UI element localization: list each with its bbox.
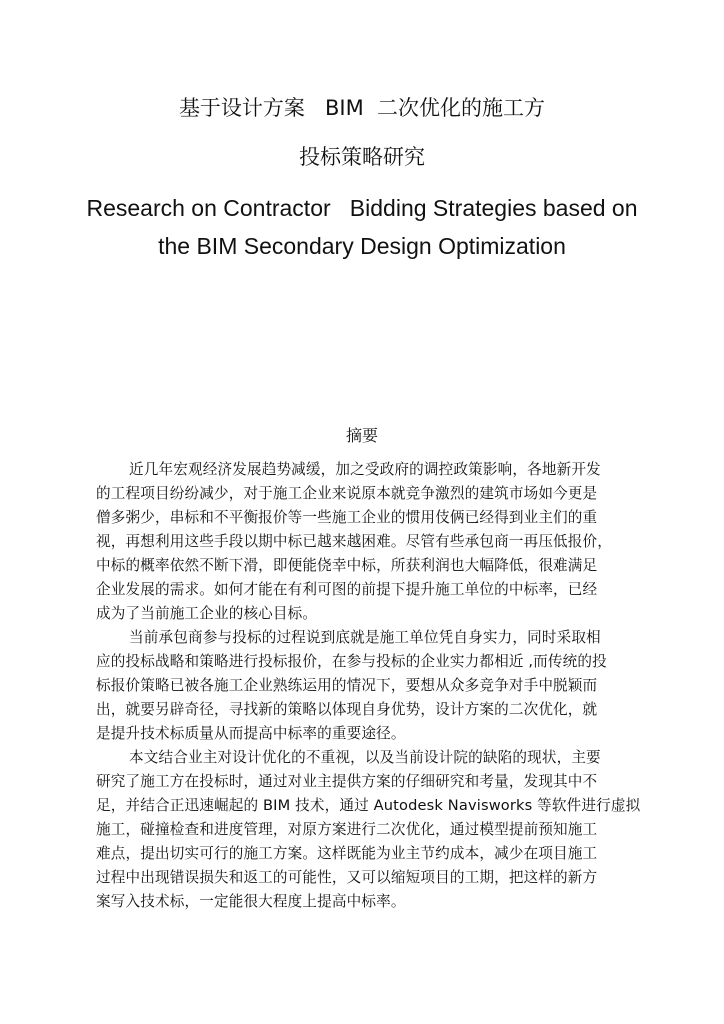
abstract-line: 僧多粥少，串标和不平衡报价等一些施工企业的惯用伎俩已经得到业主们的重: [96, 509, 598, 526]
abstract-line: 标报价策略已被各施工企业熟练运用的情况下，要想从众多竞争对手中脱颖而: [96, 677, 598, 694]
abstract-line: 研究了施工方在投标时，通过对业主提供方案的仔细研究和考量，发现其中不: [96, 773, 598, 790]
abstract-line: 案写入技术标，一定能很大程度上提高中标率。: [96, 893, 406, 910]
abstract-line: 施工，碰撞检查和进度管理，对原方案进行二次优化，通过模型提前预知施工: [96, 821, 598, 838]
abstract-line: 应的投标战略和策略进行投标报价，在参与投标的企业实力都相近 ,而传统的投: [96, 653, 607, 670]
abstract-body: [96, 458, 696, 914]
abstract-line: 的工程项目纷纷减少，对于施工企业来说原本就竞争激烈的建筑市场如今更是: [96, 485, 598, 502]
abstract-line: 视，再想利用这些手段以期中标已越来越困难。尽管有些承包商一再压低报价，: [96, 533, 613, 550]
title-english-line-1: Research on Contractor Bidding Strategies based on: [86, 195, 638, 221]
title-chinese-line-1: 基于设计方案 BIM 二次优化的施工方: [178, 96, 546, 120]
abstract-line: 企业发展的需求。如何才能在有利可图的前提下提升施工单位的中标率，已经: [96, 581, 598, 598]
abstract-line: 成为了当前施工企业的核心目标。: [96, 605, 318, 622]
title-english-line-2: the BIM Secondary Design Optimization: [158, 233, 566, 259]
abstract-line: 当前承包商参与投标的过程说到底就是施工单位凭自身实力，同时采取相: [129, 629, 601, 646]
abstract-line: 本文结合业主对设计优化的不重视，以及当前设计院的缺陷的现状，主要: [129, 749, 601, 766]
abstract-line: 中标的概率依然不断下滑，即便能侥幸中标，所获利润也大幅降低，很难满足: [96, 557, 598, 574]
abstract-line: 过程中出现错误损失和返工的可能性，又可以缩短项目的工期，把这样的新方: [96, 869, 598, 886]
abstract-line: 难点，提出切实可行的施工方案。这样既能为业主节约成本，减少在项目施工: [96, 845, 598, 862]
abstract-line: 近几年宏观经济发展趋势减缓，加之受政府的调控政策影响，各地新开发: [129, 461, 601, 478]
abstract-line: 出，就要另辟奇径，寻找新的策略以体现自身优势，设计方案的二次优化，就: [96, 701, 598, 718]
abstract-line: 足，并结合正迅速崛起的 BIM 技术，通过 Autodesk Navisworks 等软件进行虚拟: [96, 797, 641, 814]
abstract-line: 是提升技术标质量从而提高中标率的重要途径。: [96, 725, 406, 742]
abstract-heading: 摘要: [345, 426, 378, 445]
title-chinese-line-2: 投标策略研究: [299, 145, 425, 169]
